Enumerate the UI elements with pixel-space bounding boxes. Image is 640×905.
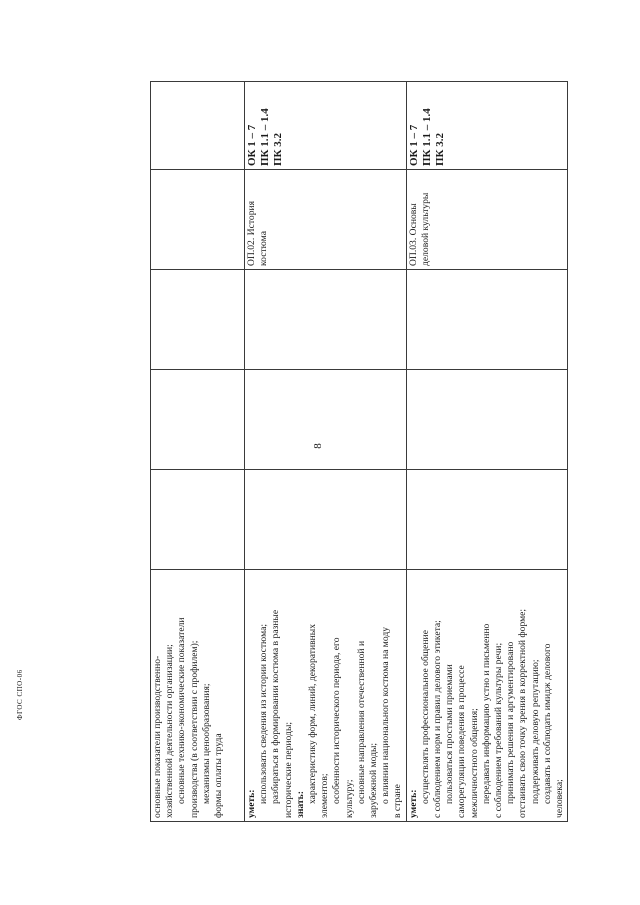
competency-cell <box>406 570 568 822</box>
codes-cell <box>151 82 245 170</box>
text-line: саморегуляции поведения в процессе <box>456 665 468 818</box>
empty-cell <box>245 270 407 370</box>
discipline-cell <box>151 170 245 270</box>
text-line: характеристику форм, линий, декоративных <box>307 623 319 804</box>
empty-cell <box>406 470 568 570</box>
text-line: элементов; <box>319 773 331 818</box>
competency-code: ПК 3.2 <box>272 132 284 166</box>
text-line: в стране <box>392 784 404 818</box>
text-line: особенности исторического периода, его <box>331 637 343 804</box>
empty-cell <box>245 470 407 570</box>
text-line: механизмы ценообразования; <box>200 683 212 804</box>
text-line: исторические периоды; <box>282 721 294 818</box>
discipline-cell: ОП.02. История костюма <box>245 170 407 270</box>
empty-cell <box>245 370 407 470</box>
rotated-table-sheet <box>150 82 566 822</box>
text-line: уметь: <box>407 789 419 818</box>
text-line: основные направления отечественной и <box>355 640 367 804</box>
page-number: 8 <box>312 443 324 449</box>
text-line: принимать решения и аргументировано <box>505 641 517 804</box>
competency-code: ПК 3.2 <box>433 132 446 166</box>
empty-cell <box>151 270 245 370</box>
text-line: формы оплаты труда <box>213 733 225 818</box>
codes-cell <box>406 82 568 170</box>
competency-cell <box>151 570 245 822</box>
text-line: межличностного общения; <box>468 708 480 818</box>
text-line: производства (в соответствии с профилем); <box>188 640 200 818</box>
text-line: осуществлять профессиональное общение <box>419 630 431 804</box>
text-line: пользоваться простыми приемами <box>444 664 456 804</box>
text-line: с соблюдением требований культуры речи; <box>493 642 505 818</box>
text-line: поддерживать деловую репутацию; <box>529 659 541 804</box>
empty-cell <box>406 270 568 370</box>
text-line: уметь: <box>246 789 257 818</box>
text-line: основные показатели производственно- <box>152 655 163 818</box>
competency-table <box>150 81 568 822</box>
text-line: использовать сведения из истории костюма; <box>258 623 270 804</box>
competency-code: ПК 1.1 – 1.4 <box>420 108 433 166</box>
text-line: с соблюдением норм и правил делового этикета; <box>432 620 444 818</box>
table-row <box>151 82 245 822</box>
table-row <box>245 82 407 822</box>
text-line: передавать информацию устно и письменно <box>480 623 492 804</box>
empty-cell <box>151 370 245 470</box>
discipline-cell: ОП.03. Основы деловой культуры <box>406 170 568 270</box>
competency-code: ОК 1 – 7 <box>407 124 420 166</box>
table-row <box>406 82 568 822</box>
competency-code: ПК 1.1 – 1.4 <box>259 108 271 166</box>
empty-cell <box>406 370 568 470</box>
text-line: отстаивать свою точку зрения в корректной форме; <box>517 608 529 818</box>
text-line: культуру; <box>343 779 355 818</box>
text-line: создавать и соблюдать имидж делового <box>541 643 553 804</box>
competency-code: ОК 1 – 7 <box>246 124 258 166</box>
text-line: знать: <box>294 791 306 818</box>
text-line: человека; <box>554 779 566 818</box>
competency-cell <box>245 570 407 822</box>
text-line: о влиянии национального костюма на моду <box>380 626 392 804</box>
text-line: основные технико-экономические показатели <box>176 617 188 804</box>
text-line: разбираться в формировании костюма в разные <box>270 609 282 804</box>
empty-cell <box>151 470 245 570</box>
codes-cell <box>245 82 407 170</box>
text-line: хозяйственной деятельности организации; <box>164 644 176 818</box>
footer-label: ФГОС СПО-06 <box>16 669 24 720</box>
text-line: зарубежной моды; <box>368 742 380 818</box>
